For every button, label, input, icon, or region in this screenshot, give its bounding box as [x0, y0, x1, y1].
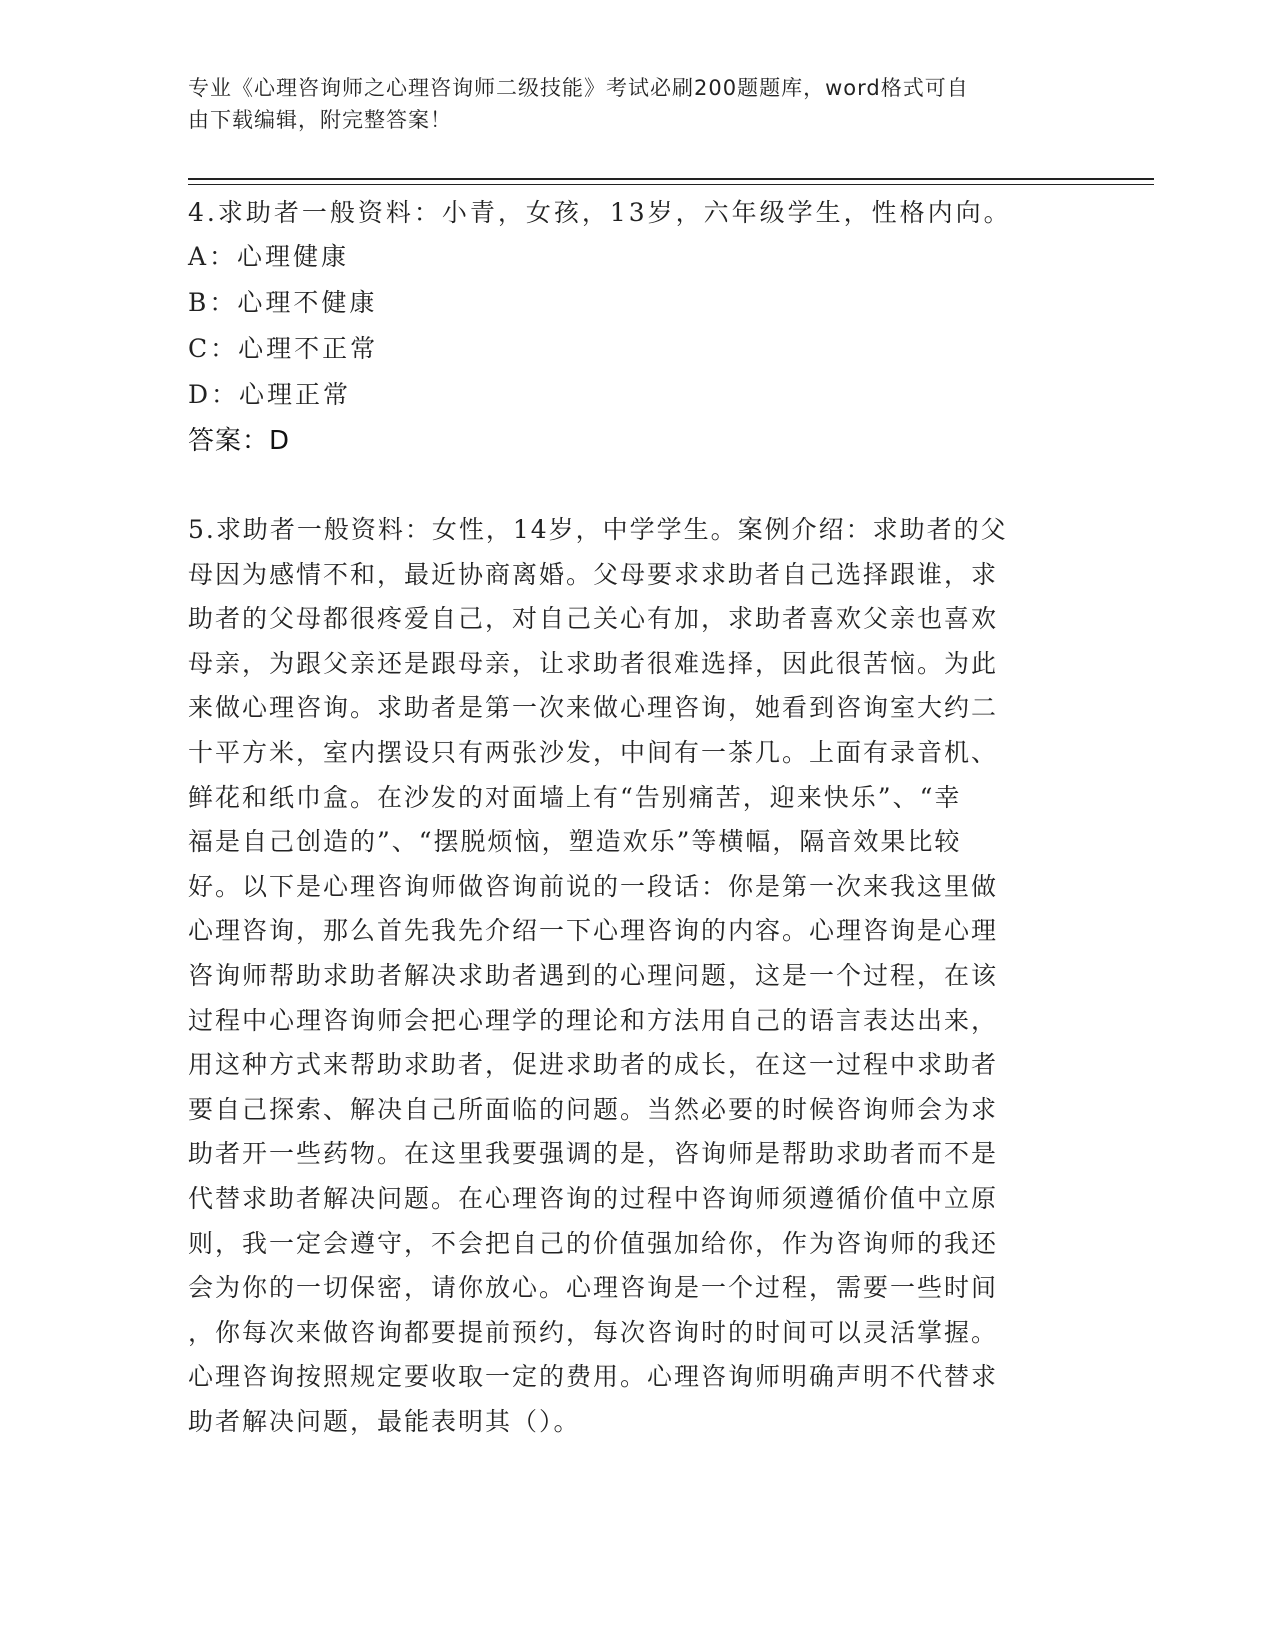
question-4-option-a: A：心理健康	[188, 242, 350, 271]
question-5-line: 过程中心理咨询师会把心理学的理论和方法用自己的语言表达出来，	[188, 1005, 999, 1035]
question-5-line: 助者解决问题，最能表明其（）。	[188, 1406, 581, 1436]
header-divider-thin	[188, 184, 1154, 185]
question-5-line: 助者的父母都很疼爱自己，对自己关心有加，求助者喜欢父亲也喜欢	[188, 604, 999, 634]
question-5-line: 心理咨询，那么首先我先介绍一下心理咨询的内容。心理咨询是心理	[188, 916, 999, 946]
question-5-line: 心理咨询按照规定要收取一定的费用。心理咨询师明确声明不代替求	[188, 1362, 999, 1392]
question-4-option-d: D：心理正常	[188, 380, 352, 409]
question-5-line: 咨询师帮助求助者解决求助者遇到的心理问题，这是一个过程，在该	[188, 960, 999, 990]
question-5-line: 鲜花和纸巾盒。在沙发的对面墙上有“告别痛苦，迎来快乐”、“幸	[188, 782, 962, 812]
question-5-line: 母亲，为跟父亲还是跟母亲，让求助者很难选择，因此很苦恼。为此	[188, 648, 999, 678]
question-4-option-c: C：心理不正常	[188, 334, 379, 363]
question-5-line: 用这种方式来帮助求助者，促进求助者的成长，在这一过程中求助者	[188, 1050, 999, 1080]
page-header	[188, 72, 1068, 136]
question-5-line: 福是自己创造的”、“摆脱烦恼，塑造欢乐”等横幅，隔音效果比较	[188, 827, 962, 857]
question-5-line: 5.求助者一般资料：女性，14岁，中学学生。案例介绍：求助者的父	[188, 515, 1008, 544]
question-5-line: 助者开一些药物。在这里我要强调的是，咨询师是帮助求助者而不是	[188, 1139, 999, 1169]
question-5-line: 代替求助者解决问题。在心理咨询的过程中咨询师须遵循价值中立原	[188, 1183, 999, 1213]
question-5-line: 好。以下是心理咨询师做咨询前说的一段话：你是第一次来我这里做	[188, 871, 999, 901]
question-5-line: 来做心理咨询。求助者是第一次来做心理咨询，她看到咨询室大约二	[188, 693, 999, 723]
header-divider-thick	[188, 178, 1154, 180]
question-5-line: ，你每次来做咨询都要提前预约，每次咨询时的时间可以灵活掌握。	[188, 1317, 999, 1347]
question-5-body	[188, 508, 1068, 1444]
question-5-line: 十平方米，室内摆设只有两张沙发，中间有一茶几。上面有录音机、	[188, 737, 999, 767]
question-5-line: 母因为感情不和，最近协商离婚。父母要求求助者自己选择跟谁，求	[188, 559, 999, 589]
question-4-answer: 答案：D	[188, 426, 291, 456]
question-4-option-b: B：心理不健康	[188, 288, 378, 317]
question-5-line: 要自己探索、解决自己所面临的问题。当然必要的时候咨询师会为求	[188, 1094, 999, 1124]
header-line-2: 由下载编辑，附完整答案！	[188, 108, 452, 132]
question-4-stem: 4.求助者一般资料：小青，女孩，13岁，六年级学生，性格内向。	[188, 198, 1012, 227]
question-5-line: 则，我一定会遵守，不会把自己的价值强加给你，作为咨询师的我还	[188, 1228, 999, 1258]
header-line-1: 专业《心理咨询师之心理咨询师二级技能》考试必刷200题题库，word格式可自	[188, 76, 969, 100]
question-5-line: 会为你的一切保密，请你放心。心理咨询是一个过程，需要一些时间	[188, 1273, 999, 1303]
